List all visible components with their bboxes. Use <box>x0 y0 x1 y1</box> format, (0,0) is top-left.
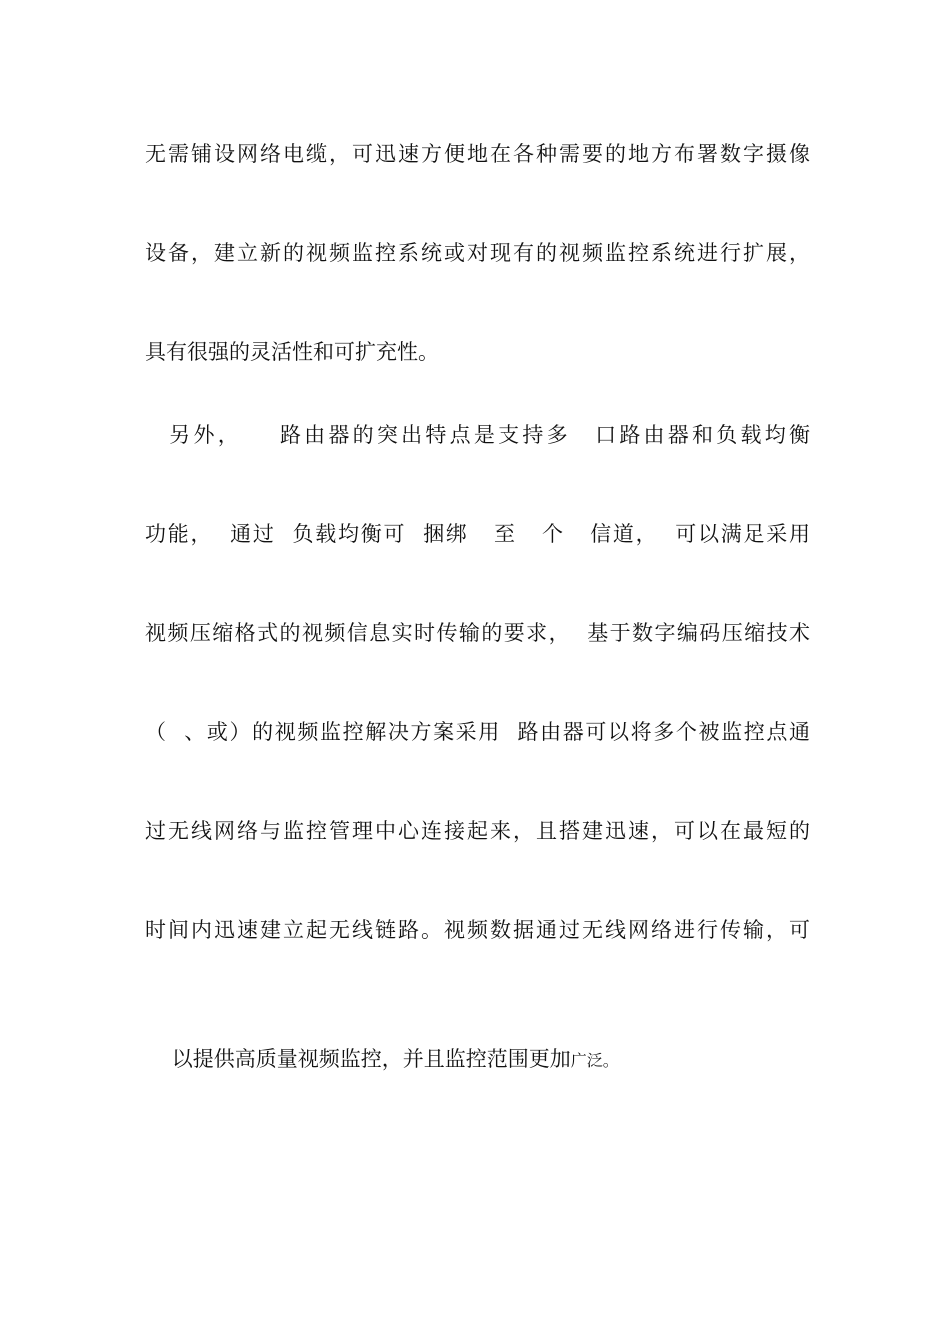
paragraph-line-9: 时间内迅速建立起无线链路。视频数据通过无线网络进行传输，可 <box>145 918 810 942</box>
paragraph-line-3: 具有很强的灵活性和可扩充性。 <box>145 340 439 364</box>
paragraph-line-5: 功能， 通过 负载均衡可 捆绑 至 个 信道， 可以满足采用 <box>145 522 810 546</box>
final-line-small-text: 广泛。 <box>570 1051 619 1070</box>
paragraph-line-7: （ 、或）的视频监控解决方案采用 路由器可以将多个被监控点通 <box>145 720 810 744</box>
paragraph-line-2: 设备，建立新的视频监控系统或对现有的视频监控系统进行扩展， <box>145 241 810 265</box>
paragraph-line-6: 视频压缩格式的视频信息实时传输的要求， 基于数字编码压缩技术 <box>145 621 810 645</box>
paragraph-line-8: 过无线网络与监控管理中心连接起来，且搭建迅速，可以在最短的 <box>145 819 810 843</box>
paragraph-line-4: 另外， 路由器的突出特点是支持多 口路由器和负载均衡 <box>145 423 810 447</box>
paragraph-line-1: 无需铺设网络电缆，可迅速方便地在各种需要的地方布署数字摄像 <box>145 142 810 166</box>
final-line-main-text: 以提供高质量视频监控，并且监控范围更加 <box>171 1047 571 1071</box>
paragraph-line-10 <box>145 1014 810 1071</box>
